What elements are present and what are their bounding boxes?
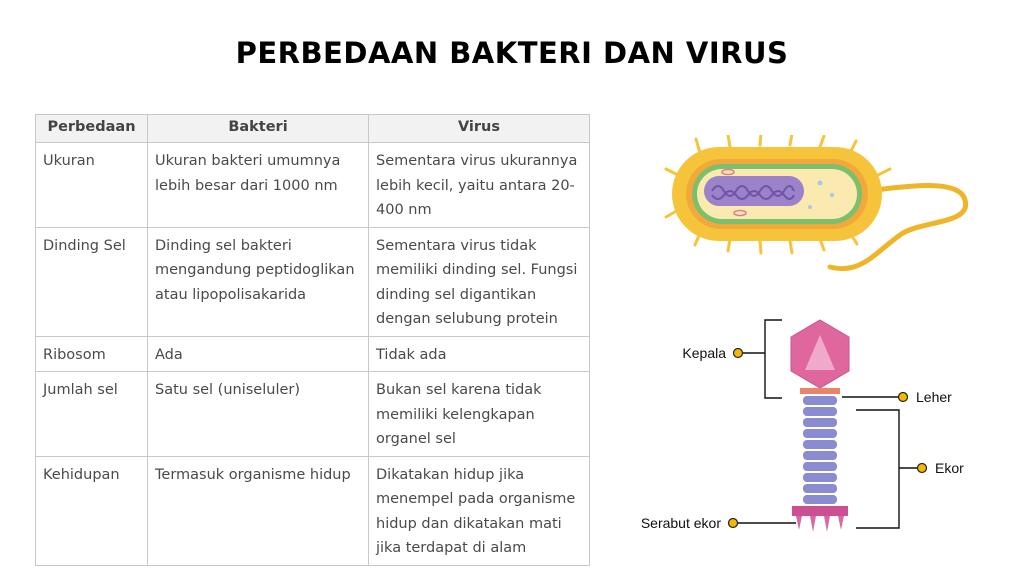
bakteri-cell: Satu sel (uniseluler) [148,372,369,457]
bacteria-nucleoid [704,176,804,206]
kepala-bracket [765,320,782,398]
virus-diagram [620,308,1020,540]
bakteri-cell: Ada [148,336,369,372]
serabut-ekor-dot [729,519,738,528]
row-label: Jumlah sel [36,372,148,457]
bacteria-illustration [660,135,980,280]
leher-dot [899,393,908,402]
table-row [36,336,590,372]
virus-cell: Tidak ada [369,336,590,372]
row-label: Ribosom [36,336,148,372]
ekor-bracket [856,410,899,528]
label-ekor: Ekor [935,460,964,476]
table-header-row [36,115,590,143]
table-row [36,456,590,565]
header-bakteri: Bakteri [148,115,369,143]
virus-baseplate [792,506,848,516]
table-row [36,227,590,336]
virus-collar [800,388,840,394]
virus-cell: Bukan sel karena tidak memiliki kelengkapan organel sel [369,372,590,457]
label-leher: Leher [916,389,952,405]
row-label: Dinding Sel [36,227,148,336]
virus-tail [803,396,837,504]
row-label: Ukuran [36,143,148,228]
bakteri-cell: Termasuk organisme hidup [148,456,369,565]
ekor-dot [918,464,927,473]
table-row [36,143,590,228]
bakteri-cell: Ukuran bakteri umumnya lebih besar dari 1000 nm [148,143,369,228]
label-kepala: Kepala [682,345,726,361]
page-title: PERBEDAAN BAKTERI DAN VIRUS [235,36,789,70]
row-label: Kehidupan [36,456,148,565]
header-perbedaan: Perbedaan [36,115,148,143]
comparison-table [35,114,590,566]
virus-cell: Sementara virus tidak memiliki dinding sel. Fungsi dinding sel digantikan dengan selubung protein [369,227,590,336]
label-serabut-ekor: Serabut ekor [640,515,721,531]
table-row [36,372,590,457]
virus-cell: Sementara virus ukurannya lebih kecil, yaitu antara 20-400 nm [369,143,590,228]
bakteri-cell: Dinding sel bakteri mengandung peptidoglikan atau lipopolisakarida [148,227,369,336]
virus-tail-fibers [796,516,844,532]
virus-head [791,320,849,388]
header-virus: Virus [369,115,590,143]
virus-cell: Dikatakan hidup jika menempel pada organisme hidup dan dikatakan mati jika terdapat di alam [369,456,590,565]
kepala-dot [734,349,743,358]
